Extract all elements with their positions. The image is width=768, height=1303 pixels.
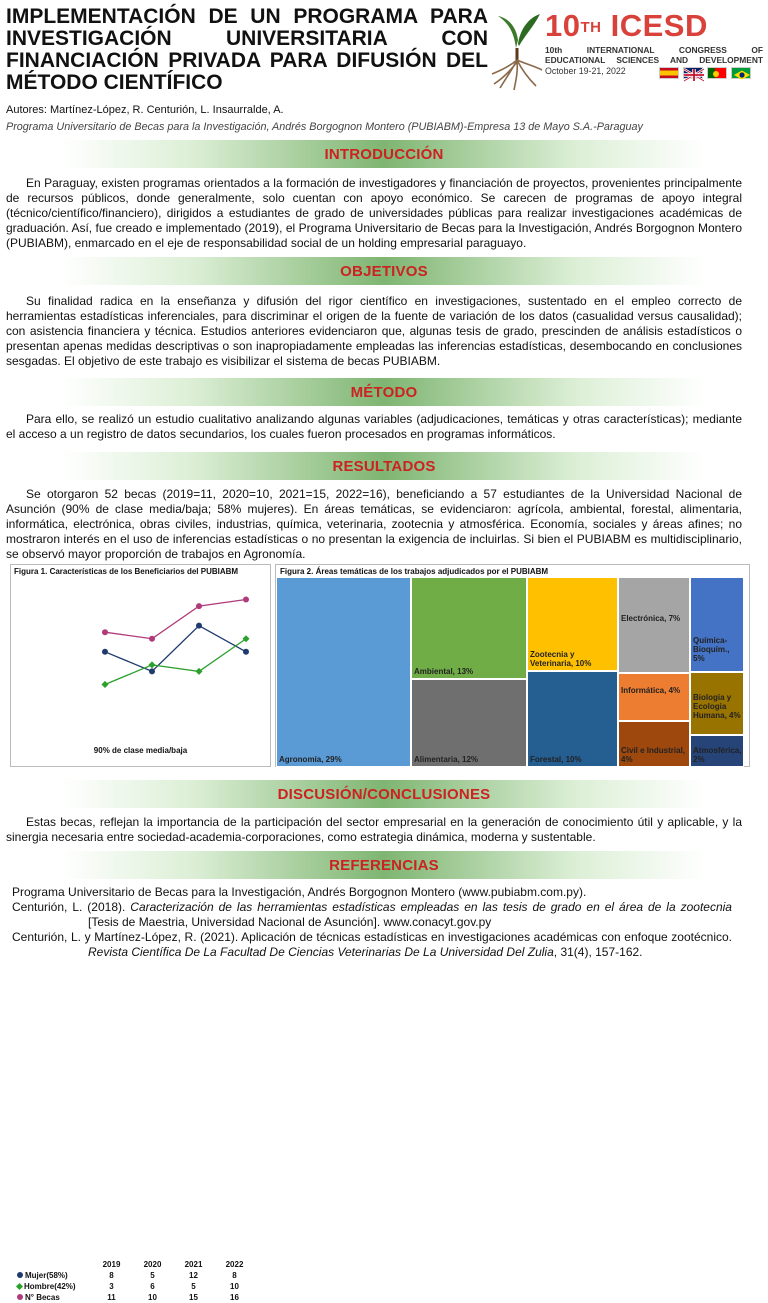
series-marker-icon: [17, 1272, 23, 1278]
figure-2: [275, 564, 750, 767]
portugal-flag-icon[interactable]: [707, 67, 727, 79]
conference-subtitle-line2: EDUCATIONAL SCIENCES AND DEVELOPMENT: [545, 55, 763, 65]
series-line-0: [105, 626, 246, 672]
treemap-label: Alimentaria, 12%: [414, 755, 479, 764]
section-title: RESULTADOS: [332, 457, 436, 475]
series-name: Hombre(42%): [24, 1282, 76, 1291]
conference-acronym: ICESD: [610, 8, 708, 43]
section-title: MÉTODO: [350, 383, 418, 401]
table-cell: 15: [189, 1293, 198, 1302]
treemap-tile: [690, 672, 744, 735]
spain-flag-icon[interactable]: [659, 67, 679, 79]
figure-1-caption: Figura 1. Características de los Beneficiarios del PUBIABM: [14, 567, 239, 576]
section-header-resultados: [0, 452, 768, 480]
treemap-tile: [527, 671, 618, 767]
table-cell: 6: [150, 1282, 155, 1291]
discusion-paragraph: Estas becas, reflejan la importancia de la participación del sector empresarial en la generación de conocimiento útil y aplicable, y la sinergia necesaria entre sociedad-academia-corporaciones, como estrategia dinámica, moderna y sustentable.: [6, 815, 742, 844]
table-year: 2021: [184, 1260, 203, 1269]
series-marker-icon: [17, 1294, 23, 1300]
brazil-flag-icon[interactable]: [731, 67, 751, 79]
treemap-tile: [618, 673, 690, 721]
section-title: OBJETIVOS: [340, 262, 428, 280]
treemap-tile: [690, 577, 744, 672]
series-marker-icon: [16, 1283, 23, 1290]
treemap-label: Forestal, 10%: [530, 755, 582, 764]
section-header-metodo: [0, 378, 768, 406]
treemap-tile: [618, 577, 690, 673]
conference-number: 10: [545, 8, 581, 43]
treemap-label: Civil e Industrial, 4%: [621, 746, 686, 764]
section-header-discusion: [0, 780, 768, 808]
data-point: [148, 661, 155, 668]
authors: Autores: Martínez-López, R. Centurión, L. Insaurralde, A.: [6, 104, 284, 116]
reference-text: Programa Universitario de Becas para la Investigación, Andrés Borgognon Montero (www.pubiabm.com.py).: [12, 885, 587, 899]
figure-2-caption: Figura 2. Áreas temáticas de los trabajos adjudicados por el PUBIABM: [280, 567, 549, 576]
table-cell: 8: [109, 1271, 114, 1280]
conference-logo-title: [545, 10, 708, 42]
figure-1-footnote: 90% de clase media/baja: [93, 746, 188, 755]
table-cell: 11: [107, 1293, 116, 1302]
table-cell: 3: [109, 1282, 114, 1291]
title-line-3: FINANCIACIÓN PRIVADA PARA DIFUSIÓN DEL: [6, 49, 488, 72]
figure-1-data-table: [15, 1259, 255, 1303]
treemap-label: Ambiental, 13%: [414, 667, 474, 676]
reference-text: [Tesis de Maestria, Universidad Nacional de Asunción]. www.conacyt.gov.py: [88, 915, 492, 929]
table-year: 2022: [225, 1260, 244, 1269]
section-title: DISCUSIÓN/CONCLUSIONES: [277, 785, 491, 803]
title-line-1: IMPLEMENTACIÓN DE UN PROGRAMA PARA: [6, 5, 488, 28]
treemap-tile: [690, 735, 744, 767]
treemap-label: Química-Bioquím., 5%: [693, 636, 730, 663]
table-year: 2019: [102, 1260, 121, 1269]
section-title: REFERENCIAS: [329, 856, 439, 874]
table-cell: 10: [148, 1293, 157, 1302]
treemap-tile: [618, 721, 690, 767]
conference-sup: TH: [580, 19, 602, 36]
figure-2-treemap: [276, 577, 749, 767]
resultados-paragraph: Se otorgaron 52 becas (2019=11, 2020=10, 2021=15, 2022=16), beneficiando a 57 estudiantes de la Universidad Nacional de Asunción (90% de clase media/baja; 58% mujeres). En áreas temáticas, se evidenciaron: agrícola, ambiental, forestal, alimentaria, informática, electrónica, obras civiles, industrias, química, veterinaria, zootecnia y atmosférica. Economía, sociales y áreas afines; no mostraron interés en el uso de inferencias estadísticas o no presentan la exigencia de incluirlas. Si bien el PUBIABM es multidisciplinario, se observó mayor proporción de trabajos en Agronomía.: [6, 487, 742, 561]
table-header-row: [15, 1259, 255, 1270]
reference-text: Centurión, L. y Martínez-López, R. (2021). Aplicación de técnicas estadísticas en investigaciones académicas con enfoque zootécnico.: [12, 930, 732, 944]
treemap-tile: [411, 679, 527, 767]
reference-title: Caracterización de las herramientas estadísticas empleadas en las tesis de grado en el área de la zootecnia: [130, 900, 732, 914]
table-cell: 10: [230, 1282, 239, 1291]
metodo-paragraph: Para ello, se realizó un estudio cualitativo analizando algunas variables (adjudicaciones, temáticas y otras características); mediante el acceso a un registro de datos secundarios, los cuales fueron procesados en programas informáticos.: [6, 412, 742, 441]
title-line-4: MÉTODO CIENTÍFICO: [6, 71, 223, 94]
data-point: [101, 681, 108, 688]
data-point: [102, 629, 108, 635]
data-point: [102, 649, 108, 655]
data-point: [196, 603, 202, 609]
section-title: INTRODUCCIÓN: [324, 145, 444, 163]
table-cell: 5: [150, 1271, 155, 1280]
series-name: N° Becas: [25, 1293, 60, 1302]
uk-flag-icon[interactable]: [683, 67, 703, 79]
treemap-tile: [527, 577, 618, 671]
reference-3: [12, 930, 732, 960]
reference-1: [12, 885, 732, 900]
table-cell: 12: [189, 1271, 198, 1280]
treemap-label: Biologia y Ecologia Humana, 4%: [693, 692, 741, 720]
data-point: [243, 597, 249, 603]
table-row: [15, 1292, 255, 1303]
treemap-tile: [411, 577, 527, 679]
treemap-label: Agronomía, 29%: [279, 755, 342, 764]
reference-text: , 31(4), 157-162.: [553, 945, 643, 959]
data-point: [149, 636, 155, 642]
treemap-label: Atmosférica, 2%: [693, 746, 742, 764]
table-row: [15, 1281, 255, 1292]
conference-subtitle: [545, 45, 763, 65]
figure-1-line-chart: [11, 579, 270, 709]
data-point: [243, 649, 249, 655]
treemap-label: Zootecnia y Veterinaria, 10%: [530, 650, 592, 668]
title-line-2: INVESTIGACIÓN UNIVERSITARIA CON: [6, 27, 488, 50]
table-year: 2020: [143, 1260, 162, 1269]
section-header-introduccion: [0, 140, 768, 168]
data-point: [196, 623, 202, 629]
reference-text: Centurión, L. (2018).: [12, 900, 131, 914]
series-line-2: [105, 600, 246, 639]
objetivos-paragraph: Su finalidad radica en la enseñanza y difusión del rigor científico en investigaciones, sustentado en el empleo correcto de herramientas estadísticas inferenciales, para discriminar el origen de la fuente de variación de los datos (casualidad versus causalidad); con asistencia financiera y técnica. Estudios anteriores evidenciaron que, algunas tesis de grado, prescinden de análisis estadísticos o presentan apenas medidas descriptivas o son inapropiadamente empleadas las inferencias estadísticas, desembocando en conclusiones sesgadas. El objetivo de este trabajo es visibilizar el sistema de becas PUBIABM.: [6, 294, 742, 368]
conference-subtitle-line1: 10th INTERNATIONAL CONGRESS OF: [545, 45, 763, 55]
conference-date: October 19-21, 2022: [545, 66, 626, 76]
series-line-1: [105, 639, 246, 685]
affiliation: Programa Universitario de Becas para la Investigación, Andrés Borgognon Montero (PUBIABM)-Empresa 13 de Mayo S.A.-Paraguay: [6, 121, 643, 133]
reference-2: [12, 900, 732, 930]
section-header-referencias: [0, 851, 768, 879]
series-name: Mujer(58%): [25, 1271, 68, 1280]
table-cell: 8: [232, 1271, 237, 1280]
data-point: [149, 668, 155, 674]
language-flags: [659, 67, 751, 79]
treemap-tile: [276, 577, 411, 767]
intro-paragraph: En Paraguay, existen programas orientados a la formación de investigadores y financiación de proyectos, provenientes principalmente de recursos públicos, donde generalmente, solo cuentan con apoyo económico. Se carecen de programas de apoyo integral (técnico/científico/financiero), dirigidos a estudiantes de grado de universidades públicas para realizar investigaciones académicas de graduación. Así, fue creado e implementado (2019), el Programa Universitario de Becas para la Investigación, Andrés Borgognon Montero (PUBIABM), enmarcado en el eje de responsabilidad social de un holding empresarial paraguayo.: [6, 176, 742, 250]
treemap-label: Electrónica, 7%: [621, 614, 681, 623]
poster-title: [6, 6, 488, 94]
table-cell: 16: [230, 1293, 239, 1302]
reference-title: Revista Científica De La Facultad De Ciencias Veterinarias De La Universidad Del Zulia: [88, 945, 554, 959]
table-cell: 5: [191, 1282, 196, 1291]
table-row: [15, 1270, 255, 1281]
plant-logo-icon: [490, 4, 542, 90]
treemap-label: Informática, 4%: [621, 686, 681, 695]
section-header-objetivos: [0, 257, 768, 285]
